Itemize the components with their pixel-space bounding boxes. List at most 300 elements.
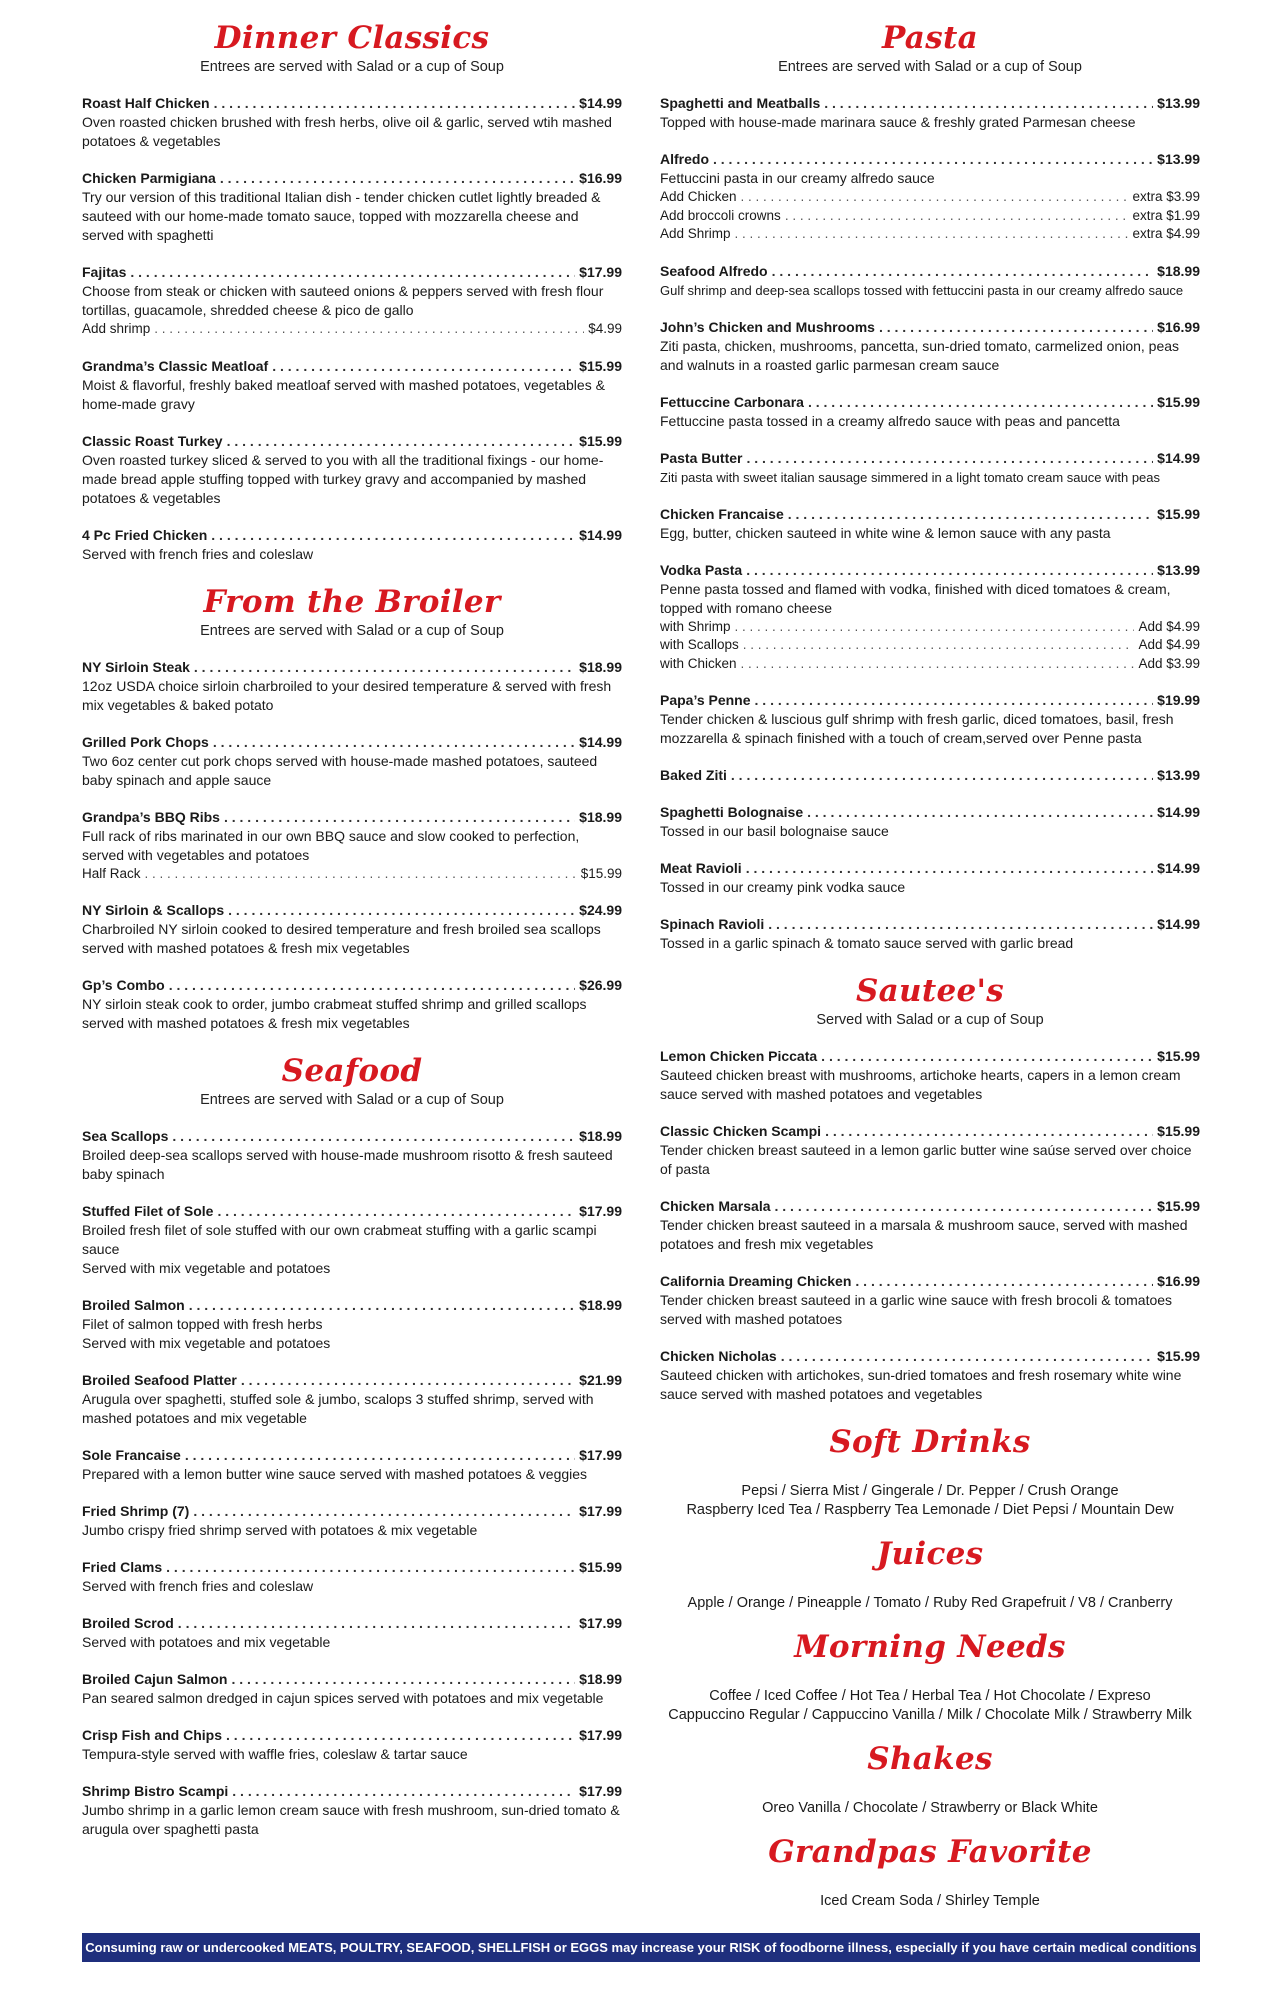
menu-item-chicken-marsala <box>660 1197 1200 1254</box>
menu-item-line <box>82 733 622 752</box>
menu-item-price: $17.99 <box>579 1503 622 1519</box>
menu-item-price: $18.99 <box>579 808 622 825</box>
menu-item-name: Stuffed Filet of Sole <box>82 1203 214 1219</box>
menu-item-price: $14.99 <box>1157 804 1200 820</box>
menu-item-price: $16.99 <box>1157 1273 1200 1289</box>
menu-item-description: Fettuccini pasta in our creamy alfredo sauce <box>660 170 935 186</box>
menu-item-line <box>82 901 622 920</box>
menu-item-name: Broiled Seafood Platter <box>82 1372 237 1388</box>
menu-item-name: Pasta Butter <box>660 449 743 466</box>
menu-item-california-dreaming-chicken <box>660 1272 1200 1329</box>
menu-item-stuffed-filet-of-sole <box>82 1202 622 1278</box>
menu-item-line <box>82 1558 622 1577</box>
menu-item-description: Prepared with a lemon butter wine sauce served with mashed potatoes & veggies <box>82 1466 588 1482</box>
menu-item-price: $15.99 <box>1157 1198 1200 1214</box>
menu-item-price: $17.99 <box>579 264 622 280</box>
dot-leader <box>154 320 584 339</box>
dot-leader <box>214 94 576 113</box>
addon-price: Add $4.99 <box>1138 618 1200 634</box>
menu-item-line <box>82 1670 622 1689</box>
beverage-list: Coffee / Iced Coffee / Hot Tea / Herbal Tea / Hot Chocolate / Expreso <box>709 1688 1151 1704</box>
menu-item-description: Tossed in our creamy pink vodka sauce <box>660 879 906 895</box>
addon-row <box>660 636 1200 655</box>
dot-leader <box>145 865 577 884</box>
menu-item-description: Two 6oz center cut pork chops served with house-made mashed potatoes, sauteed baby spinach and apple sauce <box>82 752 598 788</box>
addon-row <box>660 655 1200 674</box>
menu-section-dinner-classics <box>82 18 622 564</box>
menu-section-seafood <box>82 1051 622 1839</box>
menu-item-price: $18.99 <box>1157 262 1200 279</box>
menu-item-line <box>660 262 1200 281</box>
menu-item-name: Spinach Ravioli <box>660 916 765 932</box>
menu-item-name: NY Sirloin & Scallops <box>82 902 225 918</box>
dot-leader <box>808 393 1153 412</box>
addon-row <box>82 320 622 339</box>
menu-item-spaghetti-bolognaise <box>660 803 1200 841</box>
menu-item-crisp-fish-and-chips <box>82 1726 622 1764</box>
menu-item-name: Chicken Parmigiana <box>82 170 216 186</box>
addon-price: extra $3.99 <box>1132 189 1200 204</box>
menu-item-name: Broiled Scrod <box>82 1615 174 1631</box>
dot-leader <box>731 766 1153 785</box>
menu-item-line <box>82 658 622 677</box>
menu-item-description-extra: Served with mix vegetable and potatoes <box>82 1260 331 1276</box>
addon-name: Add shrimp <box>82 321 151 336</box>
menu-item-price: $14.99 <box>1157 449 1200 466</box>
addon-price: extra $1.99 <box>1132 207 1200 223</box>
beverage-list: Raspberry Iced Tea / Raspberry Tea Lemonade / Diet Pepsi / Mountain Dew <box>686 1502 1174 1518</box>
section-title: Seafood <box>281 1053 423 1089</box>
menu-item-name: Fajitas <box>82 264 127 280</box>
dot-leader <box>211 526 575 545</box>
menu-item-description: Tender chicken breast sauteed in a lemon garlic butter wine saúse served over choice of pasta <box>660 1142 1192 1177</box>
menu-item-line <box>660 561 1200 580</box>
menu-item-description: Tender chicken & luscious gulf shrimp with fresh garlic, diced tomatoes, basil, fresh mozzarella & spinach finished with a touch of cream,served over Penne pasta <box>660 711 1174 746</box>
menu-item-fried-shrimp-7 <box>82 1502 622 1540</box>
menu-item-sea-scallops <box>82 1127 622 1184</box>
dot-leader <box>166 1558 575 1577</box>
menu-item-name: Lemon Chicken Piccata <box>660 1048 818 1064</box>
menu-item-description: Broiled deep-sea scallops served with house-made mushroom risotto & fresh sauteed baby spinach <box>82 1147 613 1182</box>
menu-item-line <box>660 691 1200 710</box>
menu-item-name: Spaghetti Bolognaise <box>660 804 804 820</box>
dot-leader <box>189 1296 575 1315</box>
menu-item-description: Tender chicken breast sauteed in a garlic wine sauce with fresh brocoli & tomatoes served with mashed potatoes <box>660 1292 1173 1327</box>
dot-leader <box>231 1670 575 1689</box>
menu-item-description: Served with french fries and coleslaw <box>82 545 314 562</box>
menu-item-line <box>660 1047 1200 1066</box>
dot-leader <box>821 1047 1153 1066</box>
menu-item-spinach-ravioli <box>660 915 1200 953</box>
menu-item-price: $14.99 <box>579 95 622 111</box>
dot-leader <box>224 808 575 827</box>
dot-leader <box>741 655 1135 674</box>
dot-leader <box>130 263 575 282</box>
menu-item-name: Broiled Salmon <box>82 1297 185 1313</box>
menu-item-line <box>82 357 622 376</box>
dot-leader <box>741 188 1129 207</box>
addon-row <box>660 188 1200 207</box>
addon-name: with Shrimp <box>660 618 731 634</box>
menu-item-chicken-nicholas <box>660 1347 1200 1404</box>
menu-item-description: Choose from steak or chicken with sauteed onions & peppers served with fresh flour tortillas, guacamole, shredded cheese & pico de gallo <box>82 283 604 318</box>
menu-item-line <box>82 1127 622 1146</box>
left-column <box>82 18 622 1857</box>
menu-section-pasta <box>660 18 1200 953</box>
beverage-section-soft-drinks <box>660 1422 1200 1520</box>
menu-item-name: Alfredo <box>660 151 709 167</box>
menu-item-name: Grandpa’s BBQ Ribs <box>82 808 220 825</box>
menu-item-line <box>82 169 622 188</box>
section-title: Grandpas Favorite <box>768 1834 1092 1870</box>
menu-item-description: Penne pasta tossed and flamed with vodka, finished with diced tomatoes & cream, topped with romano cheese <box>660 580 1171 616</box>
menu-item-price: $15.99 <box>1157 1048 1200 1064</box>
menu-item-description: Sauteed chicken with artichokes, sun-dried tomatoes and fresh rosemary white wine sauce served with mashed potatoes and vegetables <box>660 1367 1182 1402</box>
menu-item-line <box>82 1296 622 1315</box>
dot-leader <box>735 618 1135 637</box>
menu-item-name: 4 Pc Fried Chicken <box>82 526 208 543</box>
section-subtitle: Entrees are served with Salad or a cup of Soup <box>200 59 504 75</box>
dot-leader <box>785 207 1129 226</box>
dot-leader <box>228 901 575 920</box>
dot-leader <box>220 169 575 188</box>
menu-item-description: Pan seared salmon dredged in cajun spices served with potatoes and mix vegetable <box>82 1690 604 1706</box>
menu-item-line <box>82 526 622 545</box>
menu-item-price: $14.99 <box>1157 860 1200 876</box>
menu-item-line <box>660 1347 1200 1366</box>
menu-item-description: NY sirloin steak cook to order, jumbo crabmeat stuffed shrimp and grilled scallops served with mashed potatoes & fresh mix vegetables <box>82 996 587 1031</box>
menu-item-name: Meat Ravioli <box>660 860 742 876</box>
menu-item-line <box>660 94 1200 113</box>
menu-item-line <box>660 150 1200 169</box>
menu-item-line <box>660 803 1200 822</box>
dot-leader <box>185 1446 575 1465</box>
menu-item-price: $13.99 <box>1157 151 1200 167</box>
dot-leader <box>272 357 575 376</box>
foodborne-illness-warning: Consuming raw or undercooked MEATS, POULTRY, SEAFOOD, SHELLFISH or EGGS may increase your RISK of foodborne illness, especially if you have certain medical conditions <box>82 1933 1200 1962</box>
menu-item-papa-s-penne <box>660 691 1200 748</box>
menu-item-price: $13.99 <box>1157 95 1200 111</box>
menu-item-fajitas <box>82 263 622 339</box>
addon-price: Add $4.99 <box>1138 637 1200 652</box>
addon-price: $15.99 <box>580 865 622 881</box>
addon-row <box>660 225 1200 244</box>
dot-leader <box>788 505 1153 524</box>
menu-item-name: California Dreaming Chicken <box>660 1273 852 1289</box>
menu-item-line <box>660 318 1200 337</box>
menu-item-vodka-pasta <box>660 561 1200 674</box>
menu-item-price: $18.99 <box>579 658 622 675</box>
dot-leader <box>232 1782 575 1801</box>
menu-item-name: Papa’s Penne <box>660 692 751 708</box>
menu-item-description: Oven roasted chicken brushed with fresh herbs, olive oil & garlic, served wtih mashed potatoes & vegetables <box>82 114 612 149</box>
menu-item-gp-s-combo <box>82 976 622 1033</box>
menu-item-description: Try our version of this traditional Italian dish - tender chicken cutlet lightly breaded & sauteed with our home-made tomato sauce, topped with mozzarella cheese and served with spaghetti <box>82 189 601 243</box>
menu-item-name: Gp’s Combo <box>82 977 165 993</box>
beverage-section-grandpas-favorite <box>660 1832 1200 1911</box>
menu-item-line <box>660 393 1200 412</box>
dot-leader <box>178 1614 575 1633</box>
menu-item-line <box>82 1202 622 1221</box>
menu-item-price: $14.99 <box>579 733 622 750</box>
menu-item-price: $14.99 <box>579 526 622 543</box>
beverage-section-juices <box>660 1534 1200 1613</box>
menu-item-name: John’s Chicken and Mushrooms <box>660 318 875 335</box>
menu-item-grandpa-s-bbq-ribs <box>82 808 622 884</box>
menu-item-description: Topped with house-made marinara sauce & freshly grated Parmesan cheese <box>660 114 1136 130</box>
dot-leader <box>746 561 1153 580</box>
dot-leader <box>775 1197 1154 1216</box>
menu-item-price: $18.99 <box>579 1128 622 1144</box>
menu-item-description-extra: Served with mix vegetable and potatoes <box>82 1335 331 1351</box>
section-title: From the Broiler <box>203 583 501 620</box>
menu-item-description: Served with french fries and coleslaw <box>82 1578 314 1594</box>
menu-item-name: Fried Shrimp (7) <box>82 1503 190 1519</box>
addon-name: with Scallops <box>660 637 739 652</box>
addon-row <box>82 865 622 884</box>
dot-leader <box>781 1347 1153 1366</box>
menu-item-line <box>82 1726 622 1745</box>
menu-item-line <box>660 505 1200 524</box>
menu-item-name: Chicken Marsala <box>660 1198 771 1214</box>
addon-name: Add Shrimp <box>660 226 731 241</box>
section-subtitle: Entrees are served with Salad or a cup of Soup <box>778 59 1082 75</box>
menu-item-broiled-scrod <box>82 1614 622 1652</box>
menu-item-price: $17.99 <box>579 1727 622 1743</box>
menu-item-name: Vodka Pasta <box>660 561 743 578</box>
beverage-list: Cappuccino Regular / Cappuccino Vanilla / Milk / Chocolate Milk / Strawberry Milk <box>668 1707 1192 1723</box>
dot-leader <box>746 859 1153 878</box>
menu-item-price: $15.99 <box>1157 393 1200 410</box>
addon-name: Add Chicken <box>660 189 737 204</box>
menu-item-price: $17.99 <box>579 1203 622 1219</box>
menu-item-ny-sirloin-steak <box>82 658 622 715</box>
menu-item-name: Seafood Alfredo <box>660 262 768 279</box>
menu-item-lemon-chicken-piccata <box>660 1047 1200 1104</box>
section-subtitle: Entrees are served with Salad or a cup of Soup <box>200 622 504 639</box>
menu-item-price: $24.99 <box>579 902 622 918</box>
menu-item-sole-francaise <box>82 1446 622 1484</box>
menu-item-description: Fettuccine pasta tossed in a creamy alfredo sauce with peas and pancetta <box>660 412 1120 429</box>
menu-section-sautee-s <box>660 971 1200 1404</box>
menu-item-line <box>82 263 622 282</box>
menu-item-name: Spaghetti and Meatballs <box>660 95 821 111</box>
menu-item-line <box>82 1502 622 1521</box>
dot-leader <box>713 150 1153 169</box>
menu-item-name: Chicken Nicholas <box>660 1348 777 1364</box>
dot-leader <box>193 1502 575 1521</box>
dot-leader <box>735 225 1129 244</box>
menu-item-broiled-salmon <box>82 1296 622 1353</box>
menu-item-name: Shrimp Bistro Scampi <box>82 1783 229 1799</box>
menu-item-description: Tempura-style served with waffle fries, coleslaw & tartar sauce <box>82 1746 468 1762</box>
menu-item-line <box>82 432 622 451</box>
menu-item-price: $15.99 <box>1157 1123 1200 1139</box>
menu-item-name: Chicken Francaise <box>660 505 784 522</box>
menu-item-description: 12oz USDA choice sirloin charbroiled to your desired temperature & served with fresh mix vegetables & baked potato <box>82 677 612 713</box>
menu-item-description: Jumbo shrimp in a garlic lemon cream sauce with fresh mushroom, sun-dried tomato & arugula over spaghetti pasta <box>82 1802 620 1837</box>
menu-item-line <box>660 915 1200 934</box>
menu-item-john-s-chicken-and-mushrooms <box>660 318 1200 375</box>
menu-item-description: Broiled fresh filet of sole stuffed with our own crabmeat stuffing with a garlic scampi sauce <box>82 1222 597 1257</box>
section-title: Soft Drinks <box>829 1424 1031 1460</box>
menu-item-price: $18.99 <box>579 1297 622 1313</box>
menu-item-name: Sole Francaise <box>82 1447 181 1463</box>
menu-item-price: $14.99 <box>1157 916 1200 932</box>
menu-item-description: Jumbo crispy fried shrimp served with potatoes & mix vegetable <box>82 1522 478 1538</box>
menu-item-name: NY Sirloin Steak <box>82 658 190 675</box>
menu-item-price: $15.99 <box>1157 505 1200 522</box>
dot-leader <box>768 915 1153 934</box>
beverage-list: Apple / Orange / Pineapple / Tomato / Ruby Red Grapefruit / V8 / Cranberry <box>687 1595 1173 1611</box>
dot-leader <box>226 1726 575 1745</box>
menu-item-fettuccine-carbonara <box>660 393 1200 431</box>
menu-item-line <box>660 766 1200 785</box>
menu-item-description: Served with potatoes and mix vegetable <box>82 1634 331 1650</box>
menu-item-name: Grilled Pork Chops <box>82 733 209 750</box>
menu-item-price: $17.99 <box>579 1783 622 1799</box>
dot-leader <box>194 658 575 677</box>
menu-item-baked-ziti <box>660 766 1200 785</box>
addon-name: Half Rack <box>82 865 141 881</box>
section-title: Morning Needs <box>794 1629 1066 1665</box>
menu-item-spaghetti-and-meatballs <box>660 94 1200 132</box>
dot-leader <box>755 691 1154 710</box>
dot-leader <box>879 318 1153 337</box>
menu-item-classic-roast-turkey <box>82 432 622 508</box>
menu-item-description: Filet of salmon topped with fresh herbs <box>82 1316 323 1332</box>
menu-item-description: Arugula over spaghetti, stuffed sole & jumbo, scalops 3 stuffed shrimp, served with mashed potatoes and mix vegetable <box>82 1391 594 1426</box>
section-title: Shakes <box>867 1741 993 1777</box>
menu-item-meat-ravioli <box>660 859 1200 897</box>
menu-item-price: $15.99 <box>579 1559 622 1575</box>
menu-item-grilled-pork-chops <box>82 733 622 790</box>
menu-item-seafood-alfredo <box>660 262 1200 300</box>
dot-leader <box>855 1272 1153 1291</box>
menu-item-broiled-seafood-platter <box>82 1371 622 1428</box>
dot-leader <box>772 262 1154 281</box>
addon-name: with Chicken <box>660 655 737 671</box>
menu-item-name: Fried Clams <box>82 1559 163 1575</box>
menu-item-chicken-francaise <box>660 505 1200 543</box>
menu-item-alfredo <box>660 150 1200 244</box>
menu-item-4-pc-fried-chicken <box>82 526 622 564</box>
menu-item-line <box>82 1446 622 1465</box>
section-subtitle: Served with Salad or a cup of Soup <box>816 1012 1044 1028</box>
addon-price: $4.99 <box>588 321 622 336</box>
dot-leader <box>227 432 576 451</box>
menu-item-line <box>660 1122 1200 1141</box>
menu-item-line <box>660 1272 1200 1291</box>
menu-item-price: $13.99 <box>1157 767 1200 783</box>
beverage-section-morning-needs <box>660 1627 1200 1725</box>
dot-leader <box>746 449 1153 468</box>
menu-item-price: $16.99 <box>1157 318 1200 335</box>
menu-item-line <box>660 859 1200 878</box>
beverage-list: Pepsi / Sierra Mist / Gingerale / Dr. Pepper / Crush Orange <box>741 1483 1119 1499</box>
dot-leader <box>172 1127 575 1146</box>
menu-item-name: Fettuccine Carbonara <box>660 393 804 410</box>
menu-item-name: Broiled Cajun Salmon <box>82 1671 228 1687</box>
menu-item-description: Tossed in a garlic spinach & tomato sauce served with garlic bread <box>660 935 1074 951</box>
dot-leader <box>169 976 575 995</box>
dot-leader <box>824 94 1153 113</box>
menu-item-name: Grandma’s Classic Meatloaf <box>82 357 269 374</box>
menu-item-classic-chicken-scampi <box>660 1122 1200 1179</box>
dot-leader <box>825 1122 1153 1141</box>
menu-item-price: $13.99 <box>1157 561 1200 578</box>
dot-leader <box>217 1202 575 1221</box>
menu-item-description: Tossed in our basil bolognaise sauce <box>660 823 889 839</box>
menu-item-line <box>82 94 622 113</box>
menu-item-line <box>82 1614 622 1633</box>
beverage-list: Oreo Vanilla / Chocolate / Strawberry or Black White <box>762 1800 1098 1816</box>
menu-item-name: Sea Scallops <box>82 1128 169 1144</box>
beverage-section-shakes <box>660 1739 1200 1818</box>
menu-item-price: $17.99 <box>579 1447 622 1463</box>
section-subtitle: Entrees are served with Salad or a cup of Soup <box>200 1092 504 1108</box>
menu-item-description: Full rack of ribs marinated in our own BBQ sauce and slow cooked to perfection, served with vegetables and potatoes <box>82 827 580 863</box>
menu-item-description: Ziti pasta, chicken, mushrooms, pancetta, sun-dried tomato, carmelized onion, peas and walnuts in a roasted garlic parmesan cream sauce <box>660 337 1180 373</box>
menu-item-description: Egg, butter, chicken sauteed in white wine & lemon sauce with any pasta <box>660 524 1111 541</box>
addon-row <box>660 618 1200 637</box>
menu-item-name: Baked Ziti <box>660 767 727 783</box>
addon-name: Add broccoli crowns <box>660 207 781 223</box>
menu-item-line <box>82 976 622 995</box>
menu-section-from-the-broiler <box>82 582 622 1034</box>
menu-item-name: Classic Roast Turkey <box>82 432 223 449</box>
menu-item-price: $21.99 <box>579 1372 622 1388</box>
addon-price: Add $3.99 <box>1138 655 1200 671</box>
menu-item-description: Charbroiled NY sirloin cooked to desired temperature and fresh broiled sea scallops served with mashed potatoes & fresh mix vegetables <box>82 921 601 956</box>
addon-price: extra $4.99 <box>1132 226 1200 241</box>
section-title: Dinner Classics <box>214 20 490 56</box>
menu-item-shrimp-bistro-scampi <box>82 1782 622 1839</box>
menu-item-description: Ziti pasta with sweet italian sausage simmered in a light tomato cream sauce with peas <box>660 469 1161 485</box>
dot-leader <box>807 803 1153 822</box>
menu-item-price: $18.99 <box>579 1671 622 1687</box>
menu-item-description: Gulf shrimp and deep-sea scallops tossed with fettuccini pasta in our creamy alfredo sauce <box>660 282 1184 298</box>
dot-leader <box>743 636 1135 655</box>
dot-leader <box>241 1371 575 1390</box>
menu-item-price: $15.99 <box>579 357 622 374</box>
menu-item-price: $19.99 <box>1157 692 1200 708</box>
menu-item-roast-half-chicken <box>82 94 622 151</box>
menu-item-line <box>660 449 1200 468</box>
menu-item-name: Roast Half Chicken <box>82 95 210 111</box>
menu-item-grandma-s-classic-meatloaf <box>82 357 622 414</box>
menu-item-description: Sauteed chicken breast with mushrooms, artichoke hearts, capers in a lemon cream sauce served with mashed potatoes and vegetables <box>660 1067 1181 1102</box>
menu-item-line <box>660 1197 1200 1216</box>
menu-item-description: Moist & flavorful, freshly baked meatloaf served with mashed potatoes, vegetables & home-made gravy <box>82 376 605 412</box>
menu-item-price: $15.99 <box>579 432 622 449</box>
right-column <box>660 18 1200 1925</box>
menu-item-price: $17.99 <box>579 1615 622 1631</box>
menu-item-description: Oven roasted turkey sliced & served to you with all the traditional fixings - our home-made bread apple stuffing topped with turkey gravy and accompanied by mashed potatoes & vegetables <box>82 451 604 506</box>
menu-item-price: $26.99 <box>579 977 622 993</box>
menu-item-price: $15.99 <box>1157 1348 1200 1364</box>
addon-row <box>660 207 1200 226</box>
menu-item-name: Crisp Fish and Chips <box>82 1727 223 1743</box>
section-title: Sautee's <box>855 973 1005 1009</box>
menu-item-ny-sirloin-scallops <box>82 901 622 958</box>
section-title: Juices <box>876 1536 984 1572</box>
menu-item-line <box>82 808 622 827</box>
menu-item-line <box>82 1371 622 1390</box>
menu-item-price: $16.99 <box>579 170 622 186</box>
menu-item-broiled-cajun-salmon <box>82 1670 622 1708</box>
menu-item-description: Tender chicken breast sauteed in a marsala & mushroom sauce, served with mashed potatoes and fresh mix vegetables <box>660 1217 1188 1252</box>
